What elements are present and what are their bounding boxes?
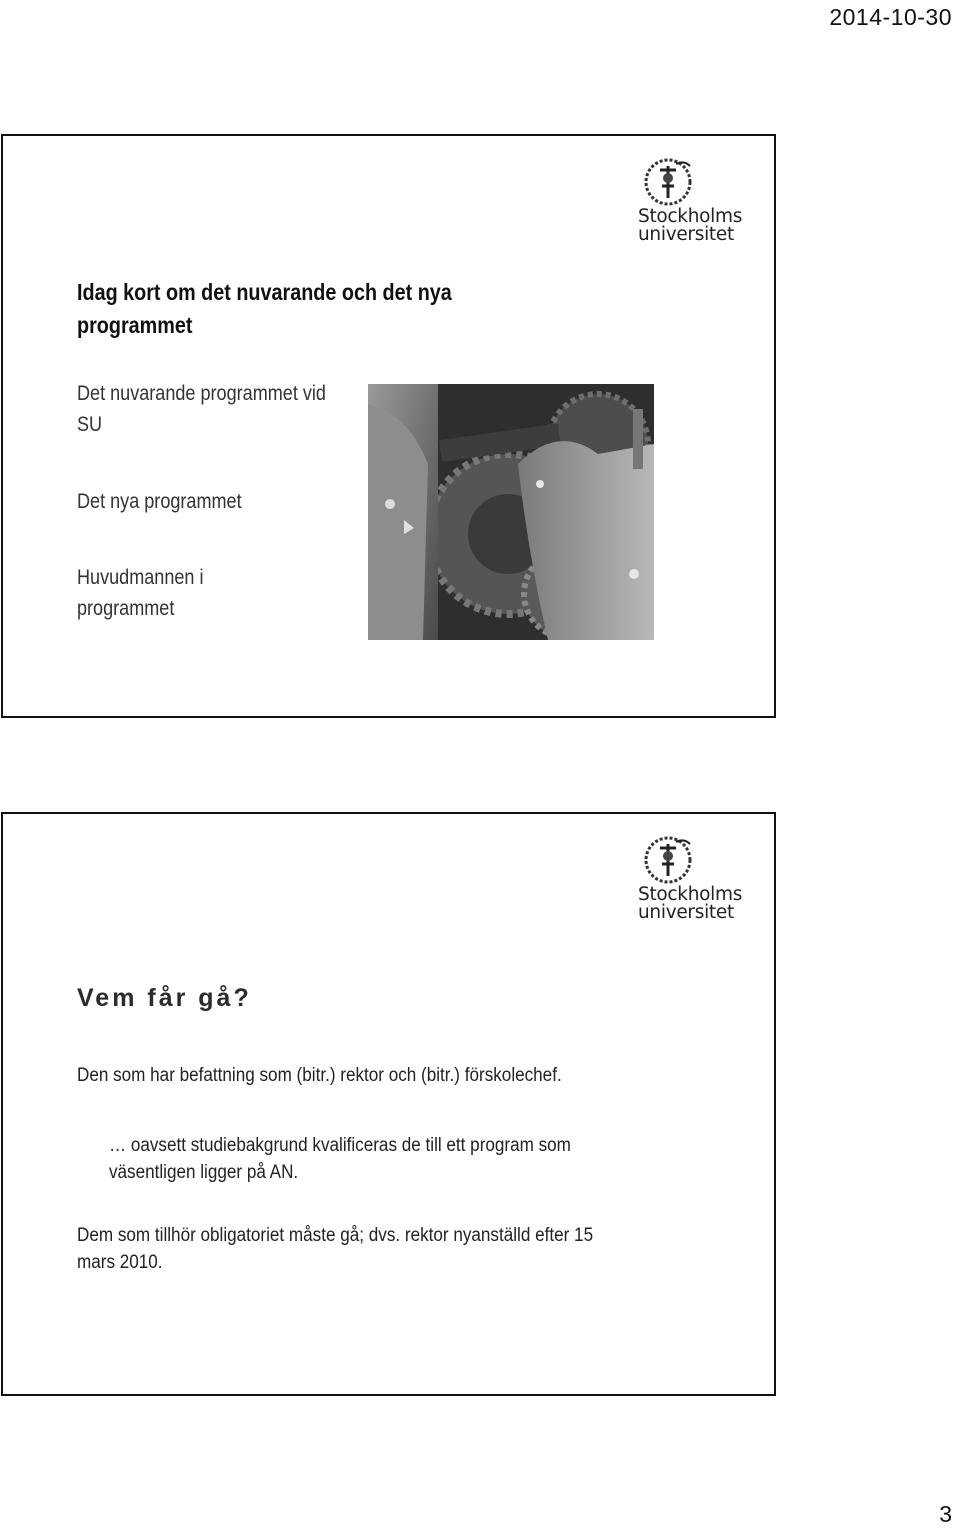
logo-line-1: Stockholms xyxy=(638,884,743,905)
agenda-item: Huvudmannen i programmet xyxy=(77,566,204,620)
agenda-item: Det nuvarande programmet vid SU xyxy=(77,382,326,436)
slide-1 xyxy=(1,134,776,718)
logo-line-2: universitet xyxy=(638,902,734,923)
logo-line-2: universitet xyxy=(638,224,734,245)
university-seal-icon xyxy=(642,156,702,208)
body-paragraph: … oavsett studiebakgrund kvalificeras de till ett program som väsentligen ligger på AN. xyxy=(109,1135,571,1183)
page-date: 2014-10-30 xyxy=(829,4,952,30)
university-logo xyxy=(638,834,748,942)
university-logo xyxy=(638,156,748,264)
university-seal-icon xyxy=(642,834,702,886)
body-paragraph: Den som har befattning som (bitr.) rektor och (bitr.) förskolechef. xyxy=(77,1065,562,1086)
page-number: 3 xyxy=(939,1501,952,1527)
clockwork-gears-photo xyxy=(368,384,654,640)
slide-heading: Vem får gå? xyxy=(77,984,252,1012)
logo-line-1: Stockholms xyxy=(638,206,743,227)
body-paragraph: Dem som tillhör obligatoriet måste gå; dvs. rektor nyanställd efter 15 mars 2010. xyxy=(77,1225,594,1273)
slide-2 xyxy=(1,812,776,1396)
slide-title: Idag kort om det nuvarande och det nya programmet xyxy=(77,279,452,338)
agenda-item: Det nya programmet xyxy=(77,490,242,513)
